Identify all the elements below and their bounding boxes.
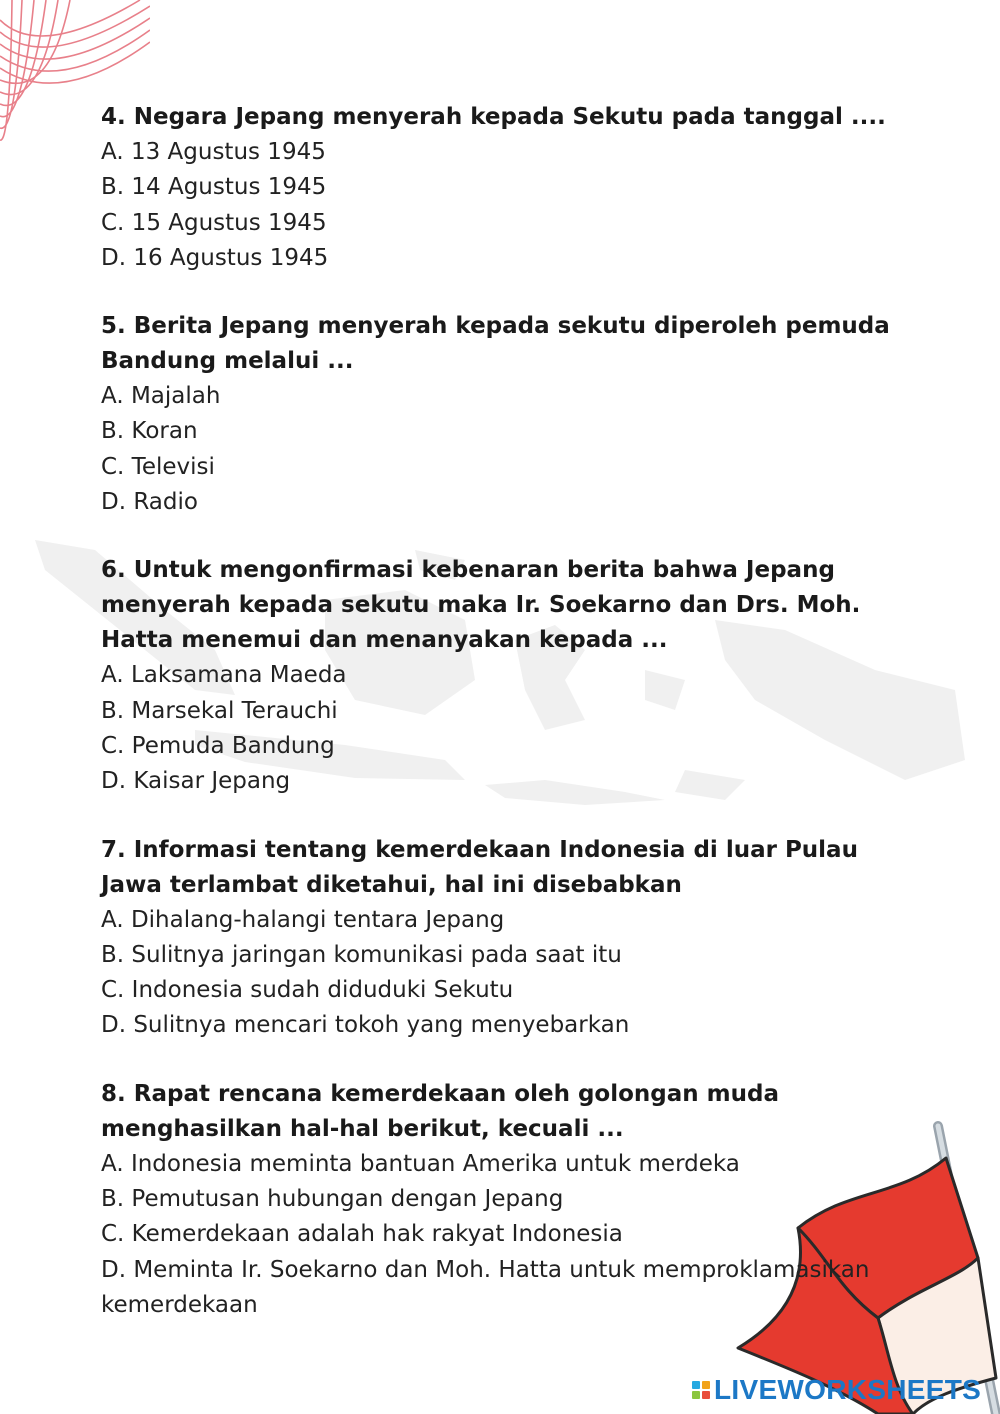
question-text: 5. Berita Jepang menyerah kepada sekutu diperoleh pemuda Bandung melalui ... [101,313,890,375]
logo-text: LIVEWORKSHEETS [714,1374,982,1405]
option-b[interactable]: B. Pemutusan hubungan dengan Jepang [101,1186,564,1213]
liveworksheets-mark-icon [692,1381,710,1399]
option-list [101,135,921,276]
option-a[interactable]: A. Laksamana Maeda [101,662,347,689]
option-c[interactable]: C. Televisi [101,453,215,480]
option-list [101,903,921,1044]
question-6 [101,553,921,799]
option-a[interactable]: A. 13 Agustus 1945 [101,139,326,165]
option-d[interactable]: D. Radio [101,489,198,516]
question-5 [101,309,921,520]
question-text: 6. Untuk mengonfirmasi kebenaran berita bahwa Jepang menyerah kepada sekutu maka Ir. Soekarno dan Drs. Moh. Hatta menemui dan menanyakan kepada ... [101,557,861,654]
option-c[interactable]: C. Indonesia sudah diduduki Sekutu [101,977,514,1004]
question-text: 8. Rapat rencana kemerdekaan oleh golongan muda menghasilkan hal-hal berikut, kecuali ... [101,1080,779,1142]
option-c[interactable]: C. Kemerdekaan adalah hak rakyat Indonesia [101,1221,623,1248]
option-list [101,1147,921,1323]
option-c[interactable]: C. 15 Agustus 1945 [101,209,327,236]
question-8 [101,1077,921,1323]
option-d[interactable]: D. 16 Agustus 1945 [101,244,329,271]
option-b[interactable]: B. 14 Agustus 1945 [101,174,327,201]
option-b[interactable]: B. Sulitnya jaringan komunikasi pada saat itu [101,941,622,968]
question-7 [101,833,921,1044]
question-list [101,100,921,1356]
option-list [101,658,921,799]
option-b[interactable]: B. Koran [101,418,198,445]
question-text: 7. Informasi tentang kemerdekaan Indonesia di luar Pulau Jawa terlambat diketahui, hal ini disebabkan [101,836,858,898]
option-c[interactable]: C. Pemuda Bandung [101,732,335,759]
liveworksheets-logo [692,1372,981,1408]
option-a[interactable]: A. Dihalang-halangi tentara Jepang [101,906,505,933]
question-4 [101,100,921,276]
option-a[interactable]: A. Indonesia meminta bantuan Amerika untuk merdeka [101,1150,740,1177]
question-text: 4. Negara Jepang menyerah kepada Sekutu pada tanggal .... [101,104,886,130]
option-d[interactable]: D. Kaisar Jepang [101,768,291,795]
option-b[interactable]: B. Marsekal Terauchi [101,697,338,724]
option-d[interactable]: D. Sulitnya mencari tokoh yang menyebarkan [101,1012,630,1039]
option-d[interactable]: D. Meminta Ir. Soekarno dan Moh. Hatta untuk memproklamasikan kemerdekaan [101,1256,870,1318]
option-a[interactable]: A. Majalah [101,383,221,410]
option-list [101,379,921,520]
